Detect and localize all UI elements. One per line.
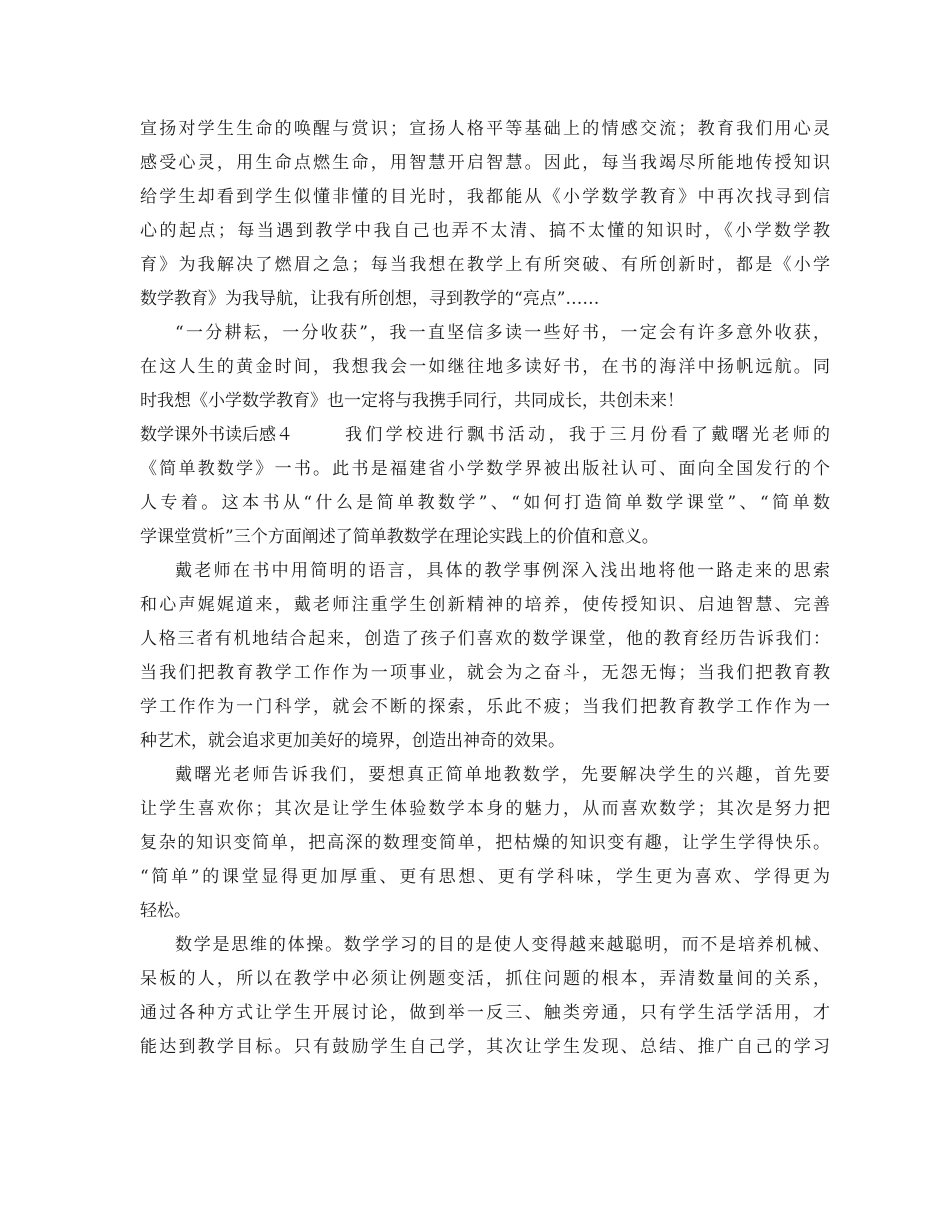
text-line: 种艺术，就会追求更加美好的境界，创造出神奇的效果。 — [140, 731, 565, 751]
paragraph — [140, 758, 830, 928]
section-heading-line — [140, 418, 830, 452]
paragraph — [140, 452, 830, 554]
text-line: 给学生却看到学生似懂非懂的目光时，我都能从《小学数学教育》中再次找寻到信 — [140, 187, 830, 207]
text-line: 数学教育》为我导航，让我有所创想，寻到教学的“亮点”…… — [140, 289, 600, 309]
text-line: 轻松。 — [140, 901, 191, 921]
text-line: 数学是思维的体操。数学学习的目的是使人变得越来越聪明，而不是培养机械、 — [175, 935, 830, 955]
text-line: “一分耕耘，一分收获”，我一直坚信多读一些好书，一定会有许多意外收获， — [175, 323, 830, 343]
paragraph — [140, 316, 830, 418]
section-title: 数学课外书读后感４ — [140, 425, 293, 445]
text-line: 通过各种方式让学生开展讨论，做到举一反三、触类旁通，只有学生活学活用，才 — [140, 1003, 830, 1023]
text-line: “简单”的课堂显得更加厚重、更有思想、更有学科味，学生更为喜欢、学得更为 — [140, 867, 830, 887]
text-line: 学课堂赏析”三个方面阐述了简单教数学在理论实践上的价值和意义。 — [140, 527, 659, 547]
text-line: 让学生喜欢你；其次是让学生体验数学本身的魅力，从而喜欢数学；其次是努力把 — [140, 799, 830, 819]
paragraph — [140, 554, 830, 758]
text-line: 时我想《小学数学教育》也一定将与我携手同行，共同成长，共创未来！ — [140, 391, 684, 411]
paragraph — [140, 112, 830, 316]
text-line: 心的起点；每当遇到教学中我自己也弄不太清、搞不太懂的知识时，《小学数学教 — [140, 221, 830, 241]
text-line: 戴曙光老师告诉我们，要想真正简单地教数学，先要解决学生的兴趣，首先要 — [175, 765, 830, 785]
text-line: 我们学校进行飘书活动，我于三月份看了戴曙光老师的 — [345, 425, 830, 445]
text-line: 感受心灵，用生命点燃生命，用智慧开启智慧。因此，每当我竭尽所能地传授知识 — [140, 153, 830, 173]
text-line: 能达到教学目标。只有鼓励学生自己学，其次让学生发现、总结、推广自己的学习 — [140, 1037, 830, 1057]
text-line: 学工作作为一门科学，就会不断的探索，乐此不疲；当我们把教育教学工作作为一 — [140, 697, 830, 717]
body-text — [140, 112, 830, 1064]
text-line: 当我们把教育教学工作作为一项事业，就会为之奋斗，无怨无悔；当我们把教育教 — [140, 663, 830, 683]
text-line: 宣扬对学生生命的唤醒与赏识；宣扬人格平等基础上的情感交流；教育我们用心灵 — [140, 119, 830, 139]
text-line: 人专着。这本书从“什么是简单教数学”、“如何打造简单数学课堂”、“简单数 — [140, 493, 830, 513]
text-line: 《简单教数学》一书。此书是福建省小学数学界被出版社认可、面向全国发行的个 — [140, 459, 830, 479]
paragraph — [140, 928, 830, 1064]
text-line: 人格三者有机地结合起来，创造了孩子们喜欢的数学课堂，他的教育经历告诉我们： — [140, 629, 830, 649]
text-line: 复杂的知识变简单，把高深的数理变简单，把枯燥的知识变有趣，让学生学得快乐。 — [140, 833, 830, 853]
text-line: 和心声娓娓道来，戴老师注重学生创新精神的培养，使传授知识、启迪智慧、完善 — [140, 595, 830, 615]
text-line: 呆板的人，所以在教学中必须让例题变活，抓住问题的根本，弄清数量间的关系， — [140, 969, 830, 989]
text-line: 育》为我解决了燃眉之急；每当我想在教学上有所突破、有所创新时，都是《小学 — [140, 255, 830, 275]
text-line: 戴老师在书中用简明的语言，具体的教学事例深入浅出地将他一路走来的思索 — [175, 561, 830, 581]
text-line: 在这人生的黄金时间，我想我会一如继往地多读好书，在书的海洋中扬帆远航。同 — [140, 357, 830, 377]
